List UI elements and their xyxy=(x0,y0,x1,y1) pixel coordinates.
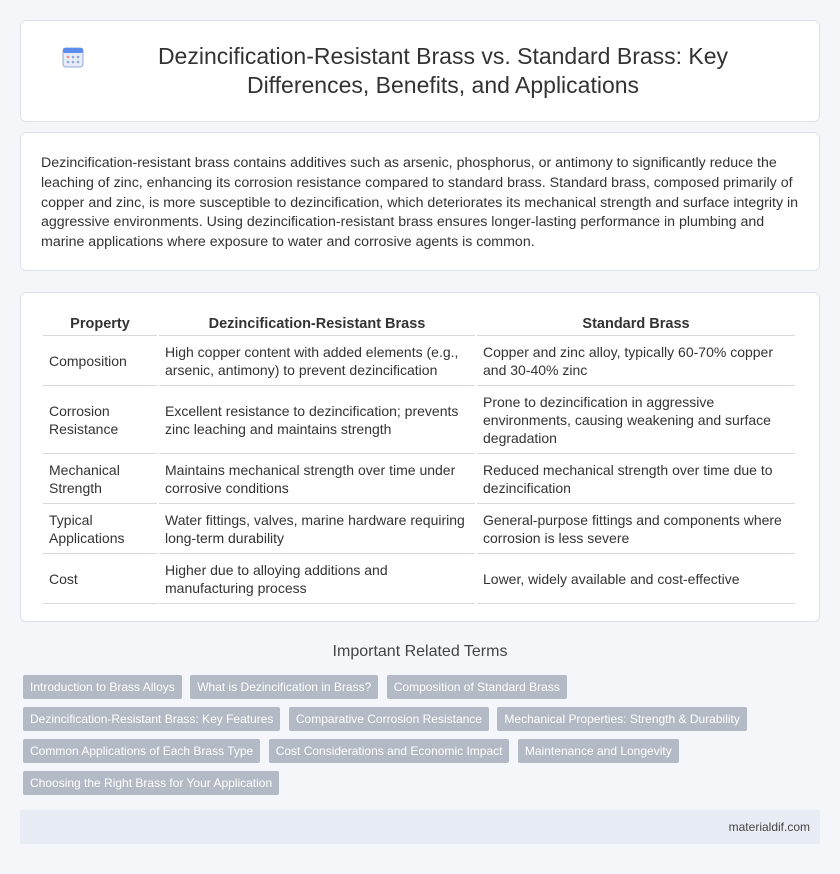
related-terms-list xyxy=(23,675,803,803)
intro-card xyxy=(20,132,820,271)
column-header-property: Property xyxy=(43,312,157,336)
dzr-brass-cell: Excellent resistance to dezincification; prevents zinc leaching and maintains strength xyxy=(159,386,475,454)
table-header-row xyxy=(43,312,795,336)
dzr-brass-cell: Higher due to alloying additions and manufacturing process xyxy=(159,554,475,604)
related-term-tag[interactable]: Dezincification-Resistant Brass: Key Features xyxy=(23,707,280,731)
related-term-tag[interactable]: Cost Considerations and Economic Impact xyxy=(269,739,510,763)
dzr-brass-cell: Maintains mechanical strength over time under corrosive conditions xyxy=(159,454,475,504)
property-cell: Typical Applications xyxy=(43,504,157,554)
intro-paragraph: Dezincification-resistant brass contains additives such as arsenic, phosphorus, or antimony to significantly reduce the leaching of zinc, enhancing its corrosion resistance compared to standard brass. Standard brass, composed primarily of copper and zinc, is more susceptible to dezincification, which deteriorates its mechanical strength and surface integrity in aggressive environments. Using dezincification-resistant brass ensures longer-lasting performance in plumbing and marine applications where exposure to water and corrosive agents is common. xyxy=(41,155,799,251)
property-cell: Corrosion Resistance xyxy=(43,386,157,454)
related-term-tag[interactable]: Maintenance and Longevity xyxy=(518,739,679,763)
related-term-tag[interactable]: What is Dezincification in Brass? xyxy=(190,675,378,699)
table-row xyxy=(43,504,795,554)
related-term-tag[interactable]: Common Applications of Each Brass Type xyxy=(23,739,260,763)
footer xyxy=(20,810,820,844)
comparison-table xyxy=(41,312,797,604)
related-terms-heading: Important Related Terms xyxy=(332,643,508,660)
related-term-tag[interactable]: Choosing the Right Brass for Your Application xyxy=(23,771,279,795)
property-cell: Mechanical Strength xyxy=(43,454,157,504)
column-header-dzr-brass: Dezincification-Resistant Brass xyxy=(159,312,475,336)
table-row xyxy=(43,386,795,454)
related-term-tag[interactable]: Composition of Standard Brass xyxy=(387,675,567,699)
page-title: Dezincification-Resistant Brass vs. Standard Brass: Key Differences, Benefits, and Applications xyxy=(157,43,729,98)
property-cell: Composition xyxy=(43,336,157,386)
table-row xyxy=(43,454,795,504)
title-card xyxy=(20,20,820,122)
standard-brass-cell: General-purpose fittings and components where corrosion is less severe xyxy=(477,504,795,554)
related-term-tag[interactable]: Introduction to Brass Alloys xyxy=(23,675,182,699)
comparison-table-card xyxy=(20,292,820,622)
dzr-brass-cell: Water fittings, valves, marine hardware requiring long-term durability xyxy=(159,504,475,554)
footer-site-link[interactable]: materialdif.com xyxy=(728,820,810,834)
standard-brass-cell: Reduced mechanical strength over time due to dezincification xyxy=(477,454,795,504)
column-header-standard-brass: Standard Brass xyxy=(477,312,795,336)
standard-brass-cell: Prone to dezincification in aggressive environments, causing weakening and surface degradation xyxy=(477,386,795,454)
standard-brass-cell: Lower, widely available and cost-effective xyxy=(477,554,795,604)
property-cell: Cost xyxy=(43,554,157,604)
table-row xyxy=(43,554,795,604)
dzr-brass-cell: High copper content with added elements (e.g., arsenic, antimony) to prevent dezincification xyxy=(159,336,475,386)
related-term-tag[interactable]: Mechanical Properties: Strength & Durability xyxy=(497,707,746,731)
standard-brass-cell: Copper and zinc alloy, typically 60-70% copper and 30-40% zinc xyxy=(477,336,795,386)
related-term-tag[interactable]: Comparative Corrosion Resistance xyxy=(289,707,489,731)
calendar-icon xyxy=(61,45,85,69)
table-row xyxy=(43,336,795,386)
